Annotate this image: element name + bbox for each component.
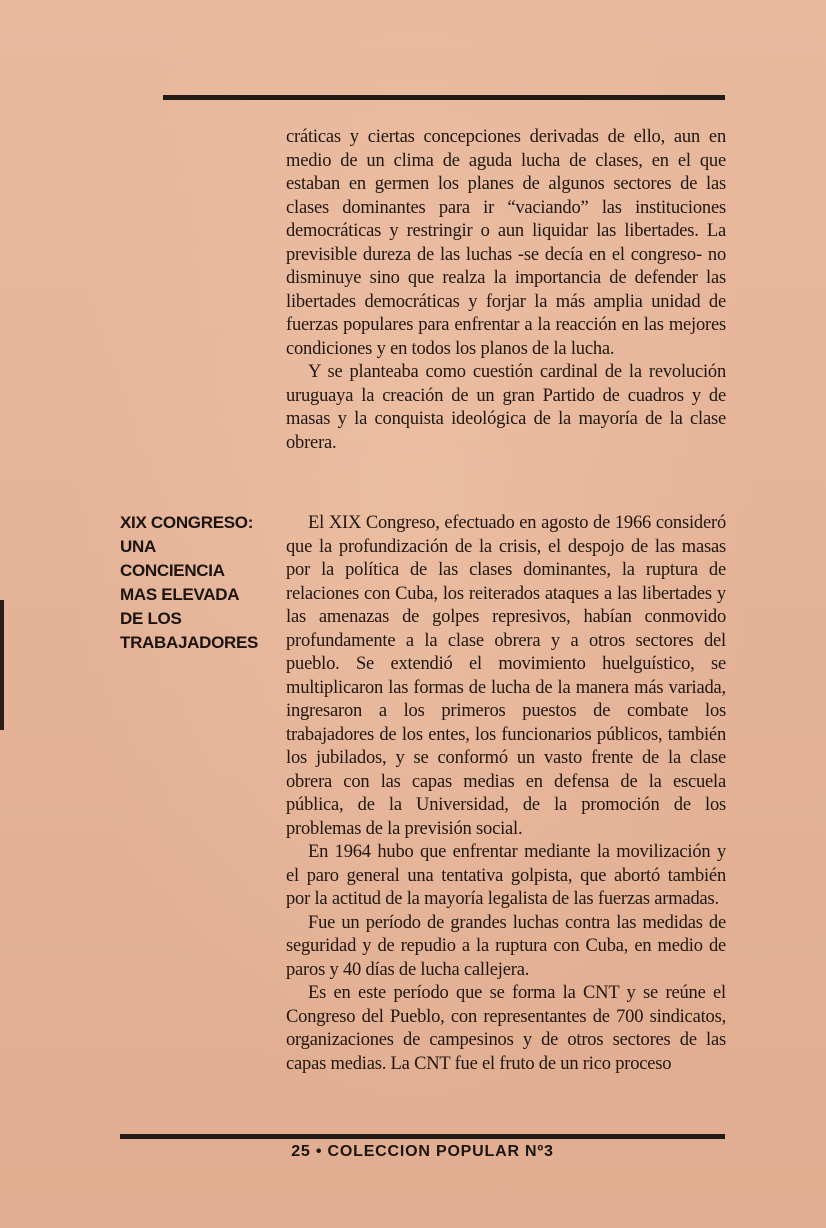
section-paragraph-2: En 1964 hubo que enfrentar mediante la movilización y el paro general una tentativa golpista, que abortó también por la actitud de la mayoría legalista de las fuerzas armadas. — [286, 842, 726, 909]
section-heading: XIX CONGRESO: UNA CONCIENCIA MAS ELEVADA DE LOS TRABAJADORES — [120, 513, 259, 652]
section-paragraph-3: Fue un período de grandes luchas contra las medidas de seguridad y de repudio a la ruptura con Cuba, en medio de paros y 40 días de lucha callejera. — [286, 912, 726, 980]
page-footer: 25 • COLECCION POPULAR Nº3 — [291, 1143, 554, 1160]
bottom-rule — [120, 1134, 725, 1139]
page-edge-mark — [0, 600, 4, 730]
continuation-paragraph-1: cráticas y ciertas concepciones derivadas de ello, aun en medio de un clima de aguda lucha de clases, en el que estaban en germen los planes de algunos sectores de las clases dominantes para ir “vaciando” las instituciones democráticas y restringir o aun liquidar las libertades. La previsible dureza de las luchas -se decía en el congreso- no disminuye sino que realza la importancia de defender las libertades democráticas y forjar la más amplia unidad de fuerzas populares para enfrentar a la reacción en las mejores condiciones y en todos los planos de la lucha. — [286, 127, 726, 359]
section-paragraph-4: Es en este período que se forma la CNT y se reúne el Congreso del Pueblo, con representantes de 700 sindicatos, organizaciones de campesinos y de otros sectores de las capas medias. La CNT fue el fruto de un rico proceso — [286, 983, 726, 1074]
continuation-paragraph-2: Y se planteaba como cuestión cardinal de la revolución uruguaya la creación de un gran Partido de cuadros y de masas y la conquista ideológica de la mayoría de la clase obrera. — [286, 362, 726, 453]
section-paragraph-1: El XIX Congreso, efectuado en agosto de 1966 consideró que la profundización de la crisis, el despojo de las masas por la política de las clases dominantes, la ruptura de relaciones con Cuba, los reiterados ataques a las libertades y las amenazas de golpes represivos, habían conmovido profundamente a la clase obrera y a otros sectores del pueblo. Se extendió el movimiento huelguístico, se multiplicaron las formas de lucha de la manera más variada, ingresaron a los primeros puestos de combate los trabajadores de los entes, los funcionarios públicos, también los jubilados, y se conformó un vasto frente de la clase obrera con las capas medias en defensa de la escuela pública, de la Universidad, de la promoción de los problemas de la previsión social. — [286, 513, 726, 839]
section-body — [286, 512, 726, 1076]
top-rule — [163, 95, 725, 100]
continuation-text — [286, 126, 726, 455]
